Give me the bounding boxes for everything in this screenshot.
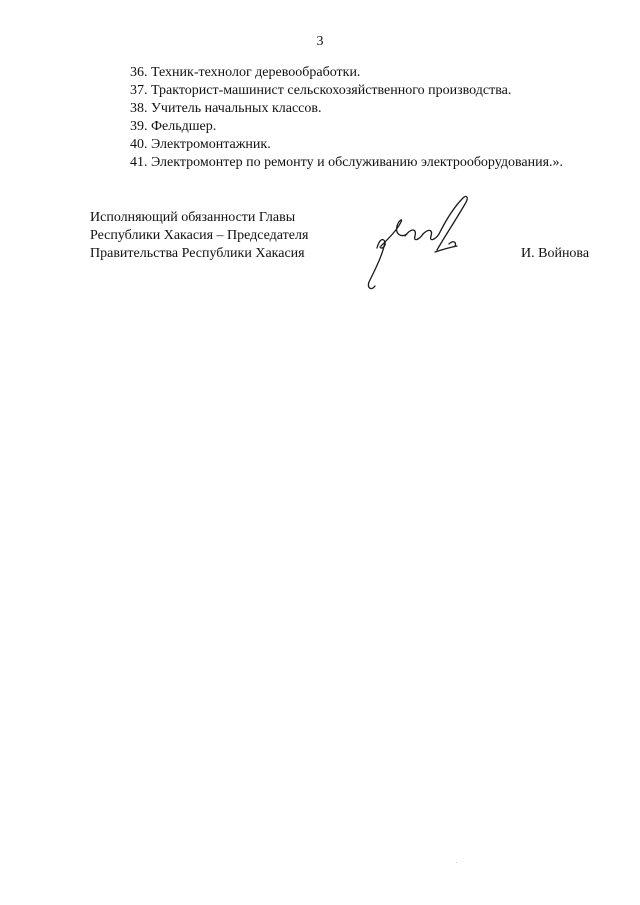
page-number: 3 (316, 34, 324, 49)
signer-name: И. Войнова (521, 246, 590, 261)
list-item: 40. Электромонтажник. (130, 137, 271, 152)
scan-speck (456, 862, 457, 863)
list-item: 37. Тракторист-машинист сельскохозяйственного производства. (130, 83, 512, 98)
list-item: 38. Учитель начальных классов. (130, 101, 322, 116)
signatory-title-line: Республики Хакасия – Председателя (90, 228, 309, 243)
list-item: 36. Техник-технолог деревообработки. (130, 65, 361, 80)
list-item: 39. Фельдшер. (130, 119, 217, 134)
signatory-title-line: Правительства Республики Хакасия (90, 246, 305, 261)
list-item: 41. Электромонтер по ремонту и обслуживанию электрооборудования.». (130, 155, 564, 170)
signatory-title-line: Исполняющий обязанности Главы (90, 210, 296, 225)
signatory-title (90, 209, 308, 263)
professions-list (130, 64, 563, 172)
handwritten-signature (345, 192, 475, 294)
